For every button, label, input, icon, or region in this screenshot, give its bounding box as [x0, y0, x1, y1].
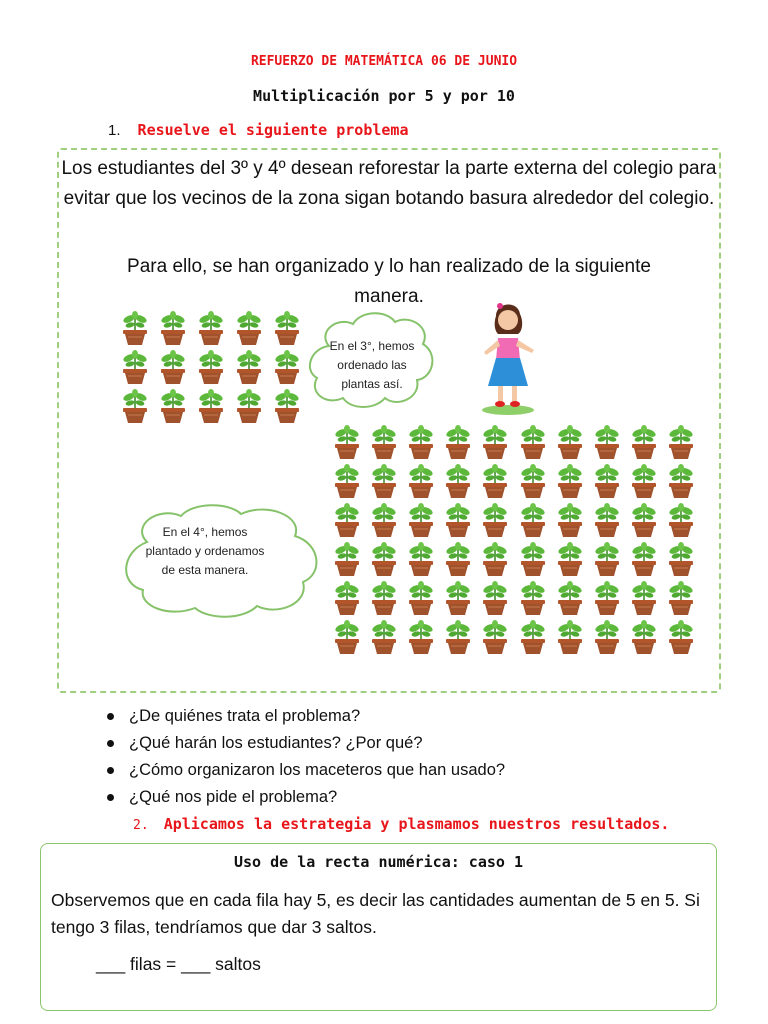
fill-in-line[interactable]: ___ filas = ___ saltos: [96, 954, 261, 974]
potted-plant-icon: [332, 619, 362, 655]
speech-text-3rd: En el 3°, hemos ordenado las plantas así.: [329, 339, 415, 391]
potted-plant-icon: [332, 424, 362, 460]
potted-plant-icon: [406, 541, 436, 577]
question-item: ¿Qué nos pide el problema?: [107, 784, 505, 811]
potted-plant-icon: [443, 502, 473, 538]
step-2-number: 2.: [133, 818, 149, 833]
potted-plant-icon: [629, 541, 659, 577]
potted-plant-icon: [480, 541, 510, 577]
potted-plant-icon: [443, 541, 473, 577]
potted-plant-icon: [480, 424, 510, 460]
potted-plant-icon: [480, 580, 510, 616]
potted-plant-icon: [443, 619, 473, 655]
potted-plant-icon: [332, 580, 362, 616]
problem-paragraph-1: Los estudiantes del 3º y 4º desean reforestar la parte externa del colegio para evitar que los vecinos de la zona sigan botando basura alrededor del colegio.: [61, 158, 717, 209]
potted-plant-icon: [592, 463, 622, 499]
potted-plant-icon: [666, 580, 696, 616]
potted-plant-icon: [555, 619, 585, 655]
potted-plant-icon: [555, 463, 585, 499]
potted-plant-icon: [480, 502, 510, 538]
potted-plant-icon: [332, 463, 362, 499]
potted-plant-icon: [629, 580, 659, 616]
potted-plant-icon: [666, 502, 696, 538]
bullet-icon: [107, 713, 114, 720]
potted-plant-icon: [518, 463, 548, 499]
case-text: Observemos que en cada fila hay 5, es decir las cantidades aumentan de 5 en 5. Si tengo 3 filas, tendríamos que dar 3 saltos.: [51, 890, 700, 937]
step-1-number: 1.: [108, 122, 121, 139]
potted-plant-icon: [196, 349, 226, 385]
potted-plant-icon: [369, 541, 399, 577]
plant-grid-4th-left: [332, 424, 510, 655]
speech-text-4th: En el 4°, hemos plantado y ordenamos de esta manera.: [145, 525, 265, 577]
page-subtitle: Multiplicación por 5 y por 10: [253, 87, 515, 105]
potted-plant-icon: [592, 424, 622, 460]
potted-plant-icon: [518, 619, 548, 655]
bullet-icon: [107, 794, 114, 801]
potted-plant-icon: [480, 463, 510, 499]
bullet-icon: [107, 767, 114, 774]
potted-plant-icon: [555, 424, 585, 460]
potted-plant-icon: [592, 502, 622, 538]
potted-plant-icon: [592, 580, 622, 616]
step-1-heading: [108, 121, 408, 139]
potted-plant-icon: [666, 541, 696, 577]
potted-plant-icon: [518, 580, 548, 616]
potted-plant-icon: [629, 463, 659, 499]
potted-plant-icon: [555, 541, 585, 577]
potted-plant-icon: [369, 580, 399, 616]
step-2-heading: [133, 815, 669, 833]
page-title: REFUERZO DE MATEMÁTICA 06 DE JUNIO: [250, 54, 518, 69]
potted-plant-icon: [555, 580, 585, 616]
potted-plant-icon: [443, 580, 473, 616]
potted-plant-icon: [332, 502, 362, 538]
potted-plant-icon: [272, 310, 302, 346]
question-item: ¿De quiénes trata el problema?: [107, 703, 505, 730]
potted-plant-icon: [196, 388, 226, 424]
step-2-label: Aplicamos la estrategia y plasmamos nuestros resultados.: [163, 815, 670, 833]
potted-plant-icon: [592, 619, 622, 655]
problem-paragraph-2: Para ello, se han organizado y lo han realizado de la siguiente manera.: [127, 256, 651, 307]
potted-plant-icon: [332, 541, 362, 577]
potted-plant-icon: [369, 502, 399, 538]
potted-plant-icon: [369, 424, 399, 460]
potted-plant-icon: [158, 349, 188, 385]
potted-plant-icon: [629, 619, 659, 655]
potted-plant-icon: [406, 424, 436, 460]
potted-plant-icon: [158, 388, 188, 424]
potted-plant-icon: [120, 310, 150, 346]
step-1-label: Resuelve el siguiente problema: [137, 121, 409, 139]
question-item: ¿Qué harán los estudiantes? ¿Por qué?: [107, 730, 505, 757]
girl-illustration: [466, 298, 546, 416]
potted-plant-icon: [196, 310, 226, 346]
potted-plant-icon: [234, 310, 264, 346]
plant-grid-3rd: [120, 310, 302, 424]
potted-plant-icon: [518, 541, 548, 577]
potted-plant-icon: [666, 619, 696, 655]
question-item: ¿Cómo organizaron los maceteros que han usado?: [107, 757, 505, 784]
potted-plant-icon: [406, 463, 436, 499]
plant-grid-4th-right: [518, 424, 696, 655]
potted-plant-icon: [592, 541, 622, 577]
case-title: Uso de la recta numérica: caso 1: [234, 853, 523, 871]
potted-plant-icon: [518, 502, 548, 538]
potted-plant-icon: [406, 619, 436, 655]
potted-plant-icon: [158, 310, 188, 346]
potted-plant-icon: [443, 424, 473, 460]
potted-plant-icon: [120, 388, 150, 424]
potted-plant-icon: [666, 424, 696, 460]
potted-plant-icon: [272, 349, 302, 385]
potted-plant-icon: [120, 349, 150, 385]
potted-plant-icon: [629, 424, 659, 460]
potted-plant-icon: [629, 502, 659, 538]
potted-plant-icon: [369, 619, 399, 655]
potted-plant-icon: [234, 349, 264, 385]
potted-plant-icon: [234, 388, 264, 424]
bullet-icon: [107, 740, 114, 747]
potted-plant-icon: [443, 463, 473, 499]
question-list: [107, 703, 505, 811]
potted-plant-icon: [555, 502, 585, 538]
potted-plant-icon: [272, 388, 302, 424]
potted-plant-icon: [518, 424, 548, 460]
potted-plant-icon: [666, 463, 696, 499]
potted-plant-icon: [406, 502, 436, 538]
potted-plant-icon: [480, 619, 510, 655]
potted-plant-icon: [406, 580, 436, 616]
potted-plant-icon: [369, 463, 399, 499]
